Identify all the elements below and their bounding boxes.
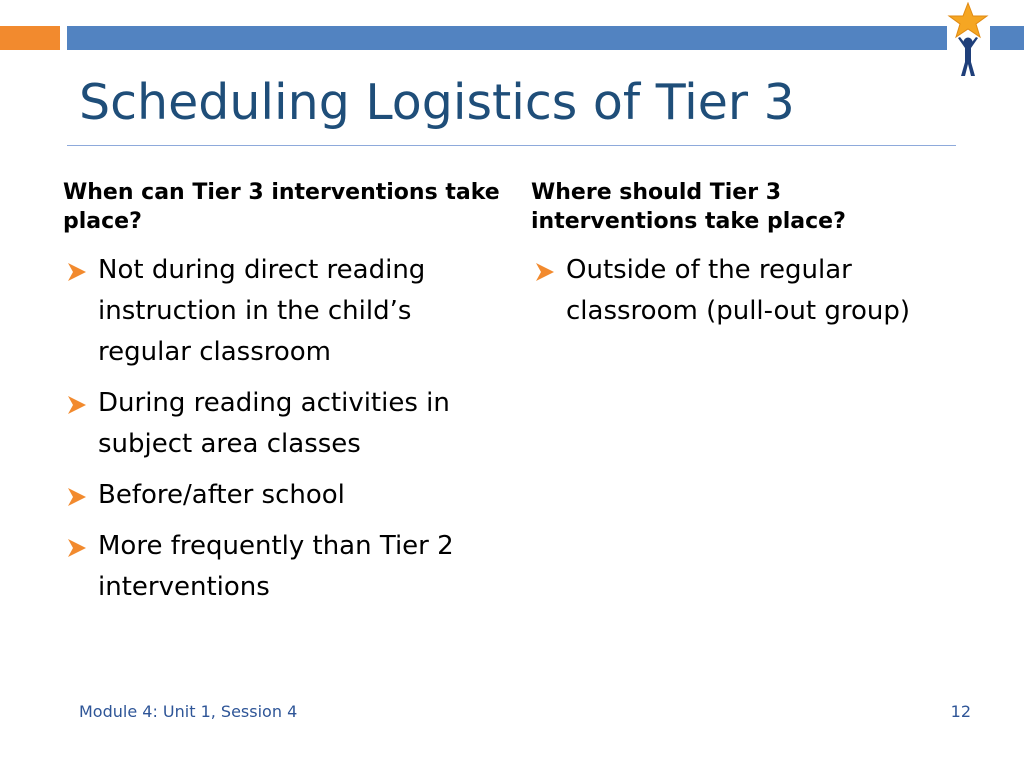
arrow-bullet-icon xyxy=(534,262,556,282)
arrow-bullet-icon xyxy=(66,538,88,558)
slide-title: Scheduling Logistics of Tier 3 xyxy=(79,74,795,131)
left-column-heading: When can Tier 3 interventions take place? xyxy=(63,180,500,234)
title-divider xyxy=(67,145,956,146)
bullet-text: Outside of the regular classroom (pull-out group) xyxy=(566,255,911,326)
bullet-text: More frequently than Tier 2 interventions xyxy=(98,531,454,602)
bullet-text: Not during direct reading instruction in the child’s regular classroom xyxy=(98,255,426,367)
left-column xyxy=(63,178,503,618)
list-item xyxy=(531,250,951,332)
arrow-bullet-icon xyxy=(66,487,88,507)
list-item xyxy=(63,475,503,516)
page-number: 12 xyxy=(950,702,971,721)
right-column-heading: Where should Tier 3 interventions take place? xyxy=(531,180,846,234)
header-orange-bar xyxy=(0,26,60,50)
list-item xyxy=(63,383,503,465)
star-person-logo-icon xyxy=(946,2,990,80)
right-bullet-list xyxy=(531,250,951,332)
left-bullet-list xyxy=(63,250,503,608)
right-column xyxy=(531,178,951,342)
list-item xyxy=(63,526,503,608)
list-item xyxy=(63,250,503,373)
bullet-text: During reading activities in subject area classes xyxy=(98,388,450,459)
header-blue-bar xyxy=(67,26,947,50)
bullet-text: Before/after school xyxy=(98,480,345,510)
footer-module-label: Module 4: Unit 1, Session 4 xyxy=(79,702,298,721)
arrow-bullet-icon xyxy=(66,262,88,282)
header-blue-bar-right xyxy=(990,26,1024,50)
arrow-bullet-icon xyxy=(66,395,88,415)
